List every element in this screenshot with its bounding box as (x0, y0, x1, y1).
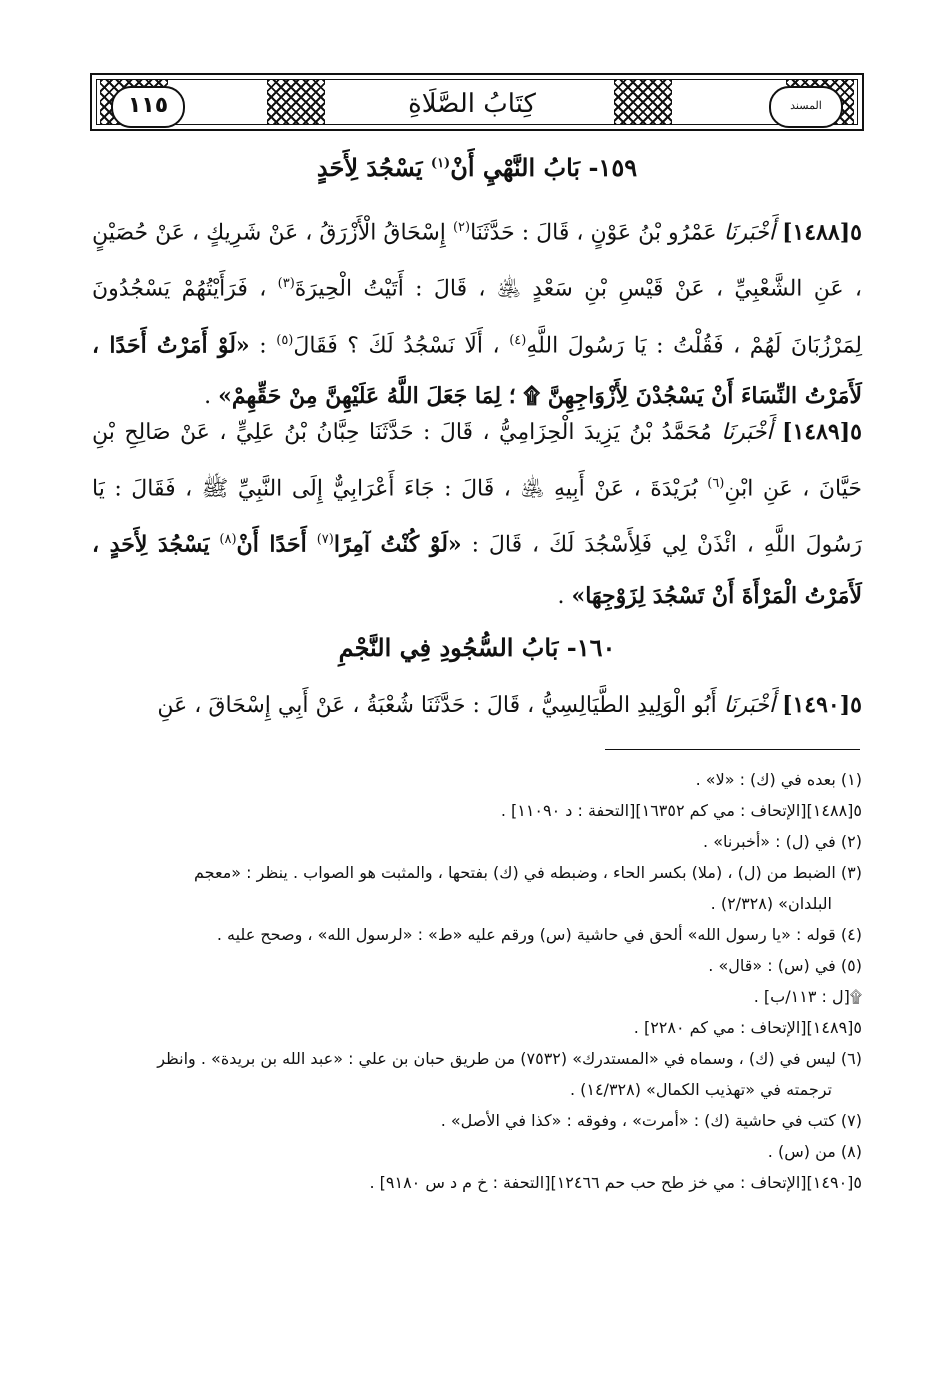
footnote: (٥) في (س) : «قال» . (708, 956, 862, 975)
hadith-number: ٥[١٤٩٠] (782, 692, 862, 718)
book-title: كِتَابُ الصَّلَاةِ (408, 89, 536, 119)
footnote: (١) بعده في (ك) : «لا» . (695, 770, 862, 789)
hadith-end: . (557, 583, 565, 609)
hadith-1490 (92, 680, 862, 731)
footnote-reference: ٥[١٤٨٨][الإتحاف : مي كم ١٦٣٥٢][التحفة : د ١١٠٩٠] . (500, 801, 862, 820)
hadith-text: أَبُو الْوَلِيدِ الطَّيَالِسِيُّ ، قَالَ : حَدَّثَنَا شُعْبَةُ ، عَنْ أَبِي إِسْحَاقَ ، عَنِ (157, 693, 717, 718)
footnote-reference: ٥[١٤٨٩][الإتحاف : مي كم ٢٢٨٠] . (633, 1018, 862, 1037)
hadith-text: عَمْرُو بْنُ عَوْنٍ ، قَالَ : حَدَّثَنَا (470, 220, 717, 246)
footnote-continuation: البلدان» (٢/٣٢٨) . (710, 894, 832, 913)
logo-text: المسند (790, 99, 822, 112)
hadith-text: ، فَرَأَيْتُهُمْ يَسْجُدُونَ لِمَرْزُبَانَ لَهُمْ ، فَقُلْتُ : يَا رَسُولَ اللَّهِ (92, 276, 863, 358)
hadith-text: بُرَيْدَةَ ، عَنْ أَبِيهِ ﵁ ، قَالَ : جَاءَ أَعْرَابِيٌّ إِلَى النَّبِيِّ ﷺ ، فَقَالَ : يَا رَسُولَ اللَّهِ ، ائْذَنْ لِي فَلِأَسْجُدَ لَكَ ، قَالَ : (92, 476, 862, 558)
footnote: (٦) ليس في (ك) ، وسماه في «المستدرك» (٧٥٣٢) من طريق حبان بن علي : «عبد الله بن بريدة» . وانظر (157, 1049, 862, 1068)
hadith-number: ٥[١٤٨٨] (782, 219, 862, 246)
page-number: ١١٥ (127, 93, 169, 118)
footnote: (٢) في (ل) : «أخبرنا» . (703, 832, 862, 851)
footnote-ref: (٧) (316, 532, 334, 548)
footnote-ref: (٣) (277, 276, 295, 292)
publisher-logo (769, 86, 843, 128)
chapter-number: ١٥٩- (588, 153, 638, 182)
hadith-text: : (259, 332, 267, 358)
prophetic-quote: يَسْجُدَ لِأَحَدٍ ، لَأَمَرْتُ الْمَرْأَةَ أَنْ تَسْجُدَ لِزَوْجِهَا» (92, 531, 862, 609)
page-header (90, 73, 864, 131)
chapter-title-a: بَابُ النَّهْيِ أَنْ (450, 153, 581, 182)
chapter-number: ١٦٠- (566, 633, 616, 662)
footnote: (٧) كتب في حاشية (ك) : «أمرت» ، وفوقه : «كذا في الأصل» . (440, 1111, 862, 1130)
footnote-ref: (٤) (509, 332, 527, 348)
hadith-lead: أَخْبَرنَا (723, 220, 776, 246)
chapter-title: بَابُ السُّجُودِ فِي النَّجْمِ (338, 633, 559, 662)
ornament-right-inner (614, 80, 672, 124)
hadith-number: ٥[١٤٨٩] (782, 419, 862, 445)
footnote-manuscript: ۩[ل : ١١٣/ب] . (753, 987, 862, 1006)
prophetic-quote: «لَوْ كُنْتُ آمِرًا (333, 531, 462, 558)
prophetic-quote: «لَوْ أَمَرْتُ أَحَدًا ، لَأَمَرْتُ النِّسَاءَ أَنْ يَسْجُدْنَ لِأَزْوَاجِهِنَّ ۩ ؛ لِمَا جَعَلَ اللَّهُ عَلَيْهِنَّ مِنْ حَقِّهِمْ» (92, 331, 862, 409)
hadith-end: . (204, 383, 212, 409)
page-number-cartouche (111, 86, 185, 128)
hadith-lead: أَخْبَرنَا (721, 420, 773, 445)
hadith-text: إِسْحَاقُ الْأَزْرَقُ ، عَنْ شَرِيكٍ ، عَنْ حُصَيْنٍ ، عَنِ الشَّعْبِيِّ ، عَنْ قَيْسِ بْنِ سَعْدٍ ﵁ ، قَالَ : أَتَيْتُ الْحِيرَةَ (92, 220, 862, 302)
footnote-ref: (٢) (452, 220, 471, 235)
chapter-title-b: يَسْجُدَ لِأَحَدٍ (316, 153, 423, 182)
footnote-separator (605, 749, 860, 750)
hadith-text: ، أَلَا نَسْجُدُ لَكَ ؟ فَقَالَ (293, 332, 500, 358)
ornament-left-inner (267, 80, 325, 124)
footnote-ref: (٨) (219, 532, 237, 548)
footnote-continuation: ترجمته في «تهذيب الكمال» (١٤/٣٢٨) . (569, 1080, 832, 1099)
hadith-1489 (92, 407, 862, 622)
chapter-160-heading (92, 628, 862, 668)
chapter-159-heading (92, 144, 862, 188)
hadith-text: مُحَمَّدُ بْنُ يَزِيدَ الْحِزَامِيُّ ، قَالَ : حَدَّثَنَا حِبَّانُ بْنُ عَلِيٍّ ، عَنْ صَالِحِ بْنِ حَيَّانَ ، عَنِ ابْنِ (92, 420, 863, 502)
footnote-ref: (١) (430, 156, 451, 171)
prophetic-quote: أَحَدًا أَنْ (236, 531, 307, 558)
footnote-reference: ٥[١٤٩٠][الإتحاف : مي خز طح حب حم ١٢٤٦٦][التحفة : خ م د س ٩١٨٠] . (369, 1173, 862, 1192)
hadith-1488 (92, 202, 862, 422)
hadith-lead: أَخْبَرنَا (723, 693, 776, 718)
footnotes (86, 764, 862, 1198)
footnote: (٤) قوله : «يا رسول الله» ألحق في حاشية (س) ورقم عليه «ط» : «لرسول الله» ، وصحح عليه . (216, 925, 862, 944)
footnote: (٨) من (س) . (767, 1142, 862, 1161)
footnote-ref: (٥) (276, 332, 294, 348)
footnote-ref: (٦) (707, 476, 725, 491)
header-frame (96, 79, 858, 125)
footnote: (٣) الضبط من (ل) ، (ملا) بكسر الحاء ، وضبطه في (ك) بفتحها ، والمثبت هو الصواب . ينظر : «معجم (194, 863, 862, 882)
